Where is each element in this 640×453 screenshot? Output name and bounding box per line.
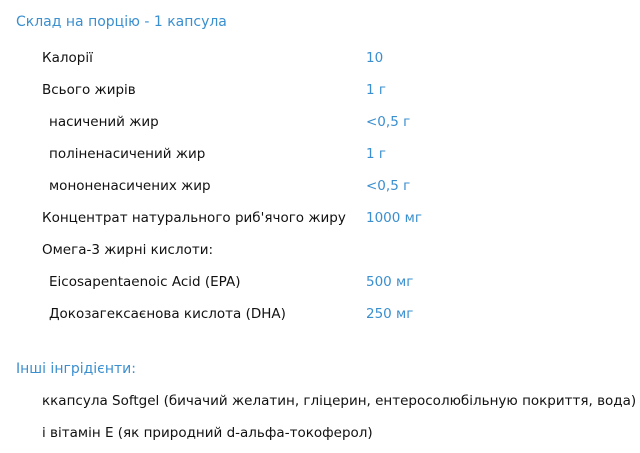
nutrition-row-omega3 — [0, 242, 640, 262]
nutrition-value: 1 г — [366, 146, 386, 162]
other-ingredient-line: ккапсула Softgel (бичачий желатин, гліцерин, ентеросолюбільную покриття, вода) — [42, 393, 637, 409]
nutrition-row-saturated-fat — [0, 114, 640, 134]
nutrition-row-calories — [0, 50, 640, 70]
other-ingredient-line: і вітамін Е (як природний d-альфа-токоферол) — [42, 425, 373, 441]
nutrition-row-total-fat — [0, 82, 640, 102]
nutrition-value: <0,5 г — [366, 178, 411, 194]
serving-heading: Склад на порцію - 1 капсула — [16, 14, 227, 30]
nutrition-row-epa — [0, 274, 640, 294]
nutrition-value: 10 — [366, 50, 384, 66]
nutrition-value: 1000 мг — [366, 210, 422, 226]
nutrition-value: 250 мг — [366, 306, 414, 322]
nutrition-row-polyunsaturated-fat — [0, 146, 640, 166]
nutrition-row-monounsaturated-fat — [0, 178, 640, 198]
nutrition-label: насичений жир — [49, 114, 159, 130]
nutrition-label: поліненасичений жир — [49, 146, 206, 162]
nutrition-value: 1 г — [366, 82, 386, 98]
nutrition-row-fish-oil — [0, 210, 640, 230]
other-ingredients-heading: Інші інгрідієнти: — [16, 361, 136, 377]
nutrition-label: Всього жирів — [42, 82, 136, 98]
nutrition-label: мононенасичених жир — [49, 178, 211, 194]
nutrition-label: Eicosapentaenoic Acid (EPA) — [49, 274, 241, 290]
nutrition-value: 500 мг — [366, 274, 414, 290]
nutrition-value: <0,5 г — [366, 114, 411, 130]
nutrition-label: Концентрат натурального риб'ячого жиру — [42, 210, 346, 226]
nutrition-label: Омега-3 жирні кислоти: — [42, 242, 214, 258]
nutrition-row-dha — [0, 306, 640, 326]
nutrition-label: Калорії — [42, 50, 93, 66]
nutrition-label: Докозагексаєнова кислота (DHA) — [49, 306, 286, 322]
